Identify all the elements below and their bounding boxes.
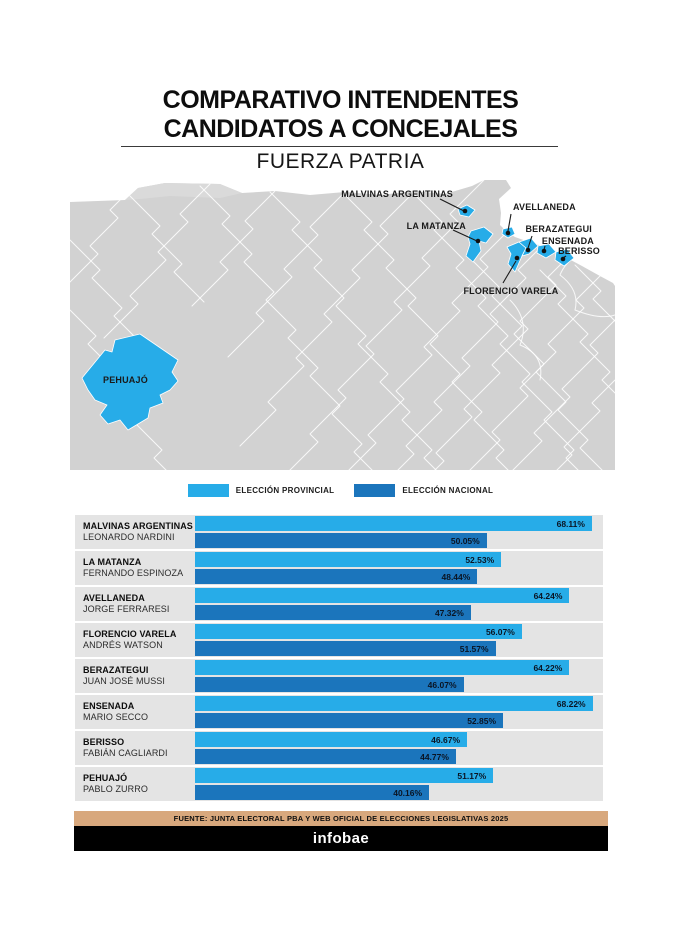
chart-row-berazategui xyxy=(75,659,603,693)
nacional-bar xyxy=(195,569,477,584)
provincial-bar xyxy=(195,732,467,747)
chart-row-bars xyxy=(195,732,603,764)
provincial-value-label: 46.67% xyxy=(431,734,461,745)
nacional-bar xyxy=(195,605,471,620)
nacional-bar xyxy=(195,641,496,656)
provincial-bar xyxy=(195,588,569,603)
chart-row-label xyxy=(75,665,195,687)
nacional-value-label: 47.32% xyxy=(434,607,464,618)
map-marker-dot-florencio-varela xyxy=(515,256,520,261)
provincial-value-label: 68.22% xyxy=(556,698,586,709)
infobae-logo: infobae xyxy=(312,830,370,847)
source-text: FUENTE: JUNTA ELECTORAL PBA Y WEB OFICIAL DE ELECCIONES LEGISLATIVAS 2025 xyxy=(173,814,509,823)
chart-row-malvinas-argentinas xyxy=(75,515,603,549)
map-label-malvinas-argentinas: MALVINAS ARGENTINAS xyxy=(341,189,453,199)
candidate-name: FABIÁN CAGLIARDI xyxy=(83,748,168,758)
chart-row-label xyxy=(75,629,195,651)
nacional-value-label: 40.16% xyxy=(393,787,423,798)
provincial-bar xyxy=(195,516,592,531)
map-label-berazategui: BERAZATEGUI xyxy=(525,224,592,234)
chart-row-avellaneda xyxy=(75,587,603,621)
legend-label-nacional: ELECCIÓN NACIONAL xyxy=(402,486,494,495)
source-bar xyxy=(74,811,608,826)
provincial-value-label: 68.11% xyxy=(556,518,585,529)
nacional-value-label: 52.85% xyxy=(467,715,497,726)
map-marker-dot-malvinas-argentinas xyxy=(463,209,468,214)
provincial-bar xyxy=(195,768,493,783)
provincial-bar xyxy=(195,624,522,639)
chart-row-label xyxy=(75,521,195,543)
provincial-value-label: 52.53% xyxy=(465,554,495,565)
candidate-name: JORGE FERRARESI xyxy=(83,604,170,614)
candidate-name: PABLO ZURRO xyxy=(83,784,148,794)
provincial-value-label: 64.24% xyxy=(533,590,563,601)
district-name: ENSENADA xyxy=(83,701,135,711)
nacional-bar xyxy=(195,785,429,800)
provincial-value-label: 64.22% xyxy=(533,662,563,673)
chart-row-bars xyxy=(195,516,603,548)
provincial-value-label: 56.07% xyxy=(485,626,515,637)
nacional-bar xyxy=(195,533,487,548)
nacional-bar xyxy=(195,749,456,764)
brand-bar xyxy=(74,826,608,851)
chart-row-bars xyxy=(195,696,603,728)
district-name: AVELLANEDA xyxy=(83,593,145,603)
chart-row-bars xyxy=(195,624,603,656)
nacional-bar xyxy=(195,713,503,728)
comparison-bar-chart xyxy=(75,515,603,803)
page-title xyxy=(0,86,681,144)
legend-label-provincial: ELECCIÓN PROVINCIAL xyxy=(235,486,335,495)
provincial-bar xyxy=(195,552,501,567)
chart-row-bars xyxy=(195,660,603,692)
district-name: BERISSO xyxy=(83,737,125,747)
chart-row-pehuajó xyxy=(75,767,603,801)
footer xyxy=(74,811,608,851)
map-label-la-matanza: LA MATANZA xyxy=(406,221,466,231)
map-label-avellaneda: AVELLANEDA xyxy=(513,202,576,212)
nacional-value-label: 44.77% xyxy=(420,751,449,762)
page-title-line1: COMPARATIVO INTENDENTES xyxy=(162,86,519,114)
candidate-name: MARIO SECCO xyxy=(83,712,149,722)
nacional-value-label: 48.44% xyxy=(441,571,471,582)
chart-legend xyxy=(0,484,681,497)
map-label-ensenada: ENSENADA xyxy=(541,236,594,246)
provincial-bar xyxy=(195,660,569,675)
nacional-value-label: 46.07% xyxy=(427,679,457,690)
map-marker-dot-ensenada xyxy=(542,249,547,254)
map-marker-dot-berazategui xyxy=(526,248,531,253)
legend-item-provincial xyxy=(188,484,335,497)
candidate-name: LEONARDO NARDINI xyxy=(83,532,175,542)
title-divider xyxy=(121,146,558,147)
map-marker-dot-la-matanza xyxy=(476,239,481,244)
map-marker-dot-berisso xyxy=(561,257,566,262)
map-marker-dot-avellaneda xyxy=(506,231,511,236)
province-map-svg xyxy=(70,180,615,470)
provincial-value-label: 51.17% xyxy=(457,770,487,781)
nacional-bar xyxy=(195,677,464,692)
map-label-pehuajo: PEHUAJÓ xyxy=(103,375,148,385)
nacional-value-label: 51.57% xyxy=(459,643,489,654)
chart-row-label xyxy=(75,773,195,795)
chart-row-bars xyxy=(195,552,603,584)
chart-row-label xyxy=(75,701,195,723)
legend-swatch-nacional xyxy=(354,484,395,497)
candidate-name: ANDRÉS WATSON xyxy=(83,640,163,650)
candidate-name: JUAN JOSÉ MUSSI xyxy=(83,676,166,686)
district-name: PEHUAJÓ xyxy=(83,773,128,783)
map-label-florencio-varela: FLORENCIO VARELA xyxy=(463,286,559,296)
district-name: BERAZATEGUI xyxy=(83,665,149,675)
legend-swatch-provincial xyxy=(188,484,229,497)
chart-row-bars xyxy=(195,588,603,620)
chart-row-berisso xyxy=(75,731,603,765)
nacional-value-label: 50.05% xyxy=(450,535,480,546)
page-subtitle: FUERZA PATRIA xyxy=(256,150,425,173)
chart-row-ensenada xyxy=(75,695,603,729)
district-name: FLORENCIO VARELA xyxy=(83,629,177,639)
candidate-name: FERNANDO ESPINOZA xyxy=(83,568,184,578)
chart-row-label xyxy=(75,593,195,615)
page-title-line2: CANDIDATOS A CONCEJALES xyxy=(163,115,518,143)
district-name: LA MATANZA xyxy=(83,557,142,567)
chart-row-florencio-varela xyxy=(75,623,603,657)
provincial-bar xyxy=(195,696,593,711)
chart-row-la-matanza xyxy=(75,551,603,585)
province-map xyxy=(70,180,615,470)
chart-row-bars xyxy=(195,768,603,800)
district-name: MALVINAS ARGENTINAS xyxy=(83,521,193,531)
legend-item-nacional xyxy=(354,484,493,497)
chart-row-label xyxy=(75,737,195,759)
chart-row-label xyxy=(75,557,195,579)
map-label-berisso: BERISSO xyxy=(558,246,600,256)
